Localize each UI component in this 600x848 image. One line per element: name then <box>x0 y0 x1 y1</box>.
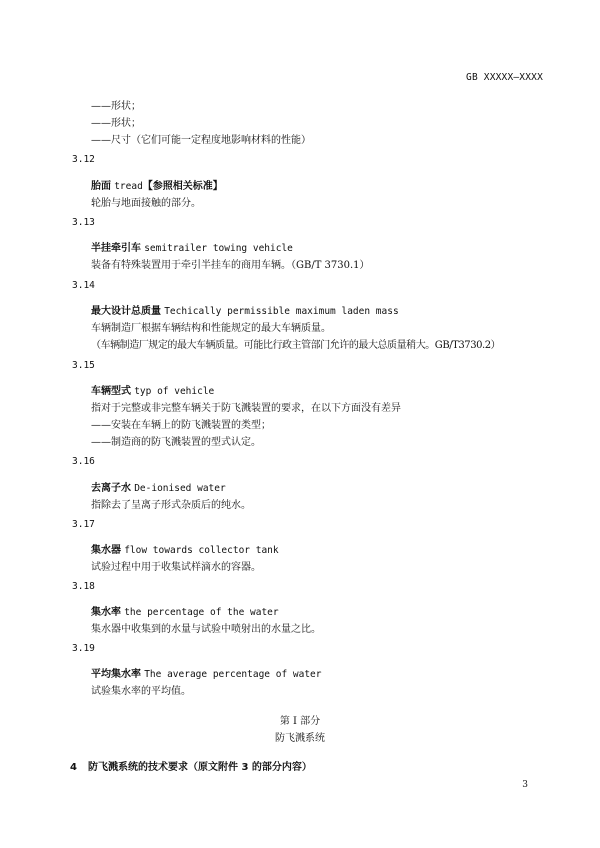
term-en: The average percentage of water <box>144 669 322 680</box>
term-heading <box>91 239 293 254</box>
part-number-heading: 第 I 部分 <box>279 716 321 727</box>
definition-line: 指除去了呈离子形式杂质后的纯水。 <box>91 500 251 511</box>
section-title: 防飞溅系统的技术要求（原文附件 3 的部分内容） <box>88 762 312 773</box>
page-number: 3 <box>522 780 528 790</box>
definition-line: （车辆制造厂规定的最大车辆质量。可能比行政主管部门允许的最大总质量稍大。GB/T3730.2） <box>91 340 501 351</box>
term-en: tread <box>114 181 143 192</box>
clause-number: 3.13 <box>72 217 95 228</box>
clause-number: 3.17 <box>72 519 95 530</box>
term-cn: 胎面 <box>91 181 111 192</box>
clause-number: 3.12 <box>72 154 95 165</box>
part-title-heading: 防飞溅系统 <box>275 733 325 744</box>
definition-line: 指对于完整或非完整车辆关于防飞溅装置的要求，在以下方面没有差异 <box>91 403 401 414</box>
definition-line: 试验过程中用于收集试样滴水的容器。 <box>91 562 261 573</box>
intro-line: ——形状； <box>91 101 141 112</box>
term-cn: 半挂牵引车 <box>91 243 141 254</box>
clause-number: 3.19 <box>72 643 95 654</box>
definition-line: ——制造商的防飞溅装置的型式认定。 <box>91 437 261 448</box>
term-en: De-ionised water <box>134 483 226 494</box>
section-heading <box>70 758 312 773</box>
term-cn: 集水器 <box>91 545 121 556</box>
term-heading <box>91 479 226 494</box>
definition-line: 轮胎与地面接触的部分。 <box>91 198 201 209</box>
definition-line: ——安装在车辆上的防飞溅装置的类型； <box>91 420 271 431</box>
term-heading <box>91 302 399 317</box>
term-en: flow towards collector tank <box>124 545 279 556</box>
standard-code-header: GB XXXXX—XXXX <box>466 72 543 83</box>
term-cn: 车辆型式 <box>91 386 131 397</box>
term-cn: 平均集水率 <box>91 669 141 680</box>
term-en: semitrailer towing vehicle <box>144 243 293 254</box>
term-cn: 最大设计总质量 <box>91 306 161 317</box>
clause-number: 3.18 <box>72 581 95 592</box>
clause-number: 3.14 <box>72 280 95 291</box>
term-heading <box>91 382 214 397</box>
term-en: typ of vehicle <box>134 386 215 397</box>
term-en: the percentage of the water <box>124 607 279 618</box>
term-cn: 集水率 <box>91 607 121 618</box>
clause-number: 3.16 <box>72 456 95 467</box>
term-heading <box>91 541 279 556</box>
term-heading <box>91 177 223 192</box>
intro-line: ——形状； <box>91 118 141 129</box>
definition-line: 集水器中收集到的水量与试验中喷射出的水量之比。 <box>91 624 321 635</box>
definition-line: 试验集水率的平均值。 <box>91 686 191 697</box>
term-extra: 【参照相关标准】 <box>142 181 223 192</box>
term-en: Techically permissible maximum laden mass <box>164 306 399 317</box>
section-number: 4 <box>70 762 77 773</box>
clause-number: 3.15 <box>72 360 95 371</box>
definition-line: 装备有特殊装置用于牵引半挂车的商用车辆。（GB/T 3730.1） <box>91 260 370 271</box>
term-cn: 去离子水 <box>91 483 131 494</box>
intro-line: ——尺寸（它们可能一定程度地影响材料的性能） <box>91 135 311 146</box>
term-heading <box>91 603 279 618</box>
definition-line: 车辆制造厂根据车辆结构和性能规定的最大车辆质量。 <box>91 323 331 334</box>
term-heading <box>91 665 322 680</box>
